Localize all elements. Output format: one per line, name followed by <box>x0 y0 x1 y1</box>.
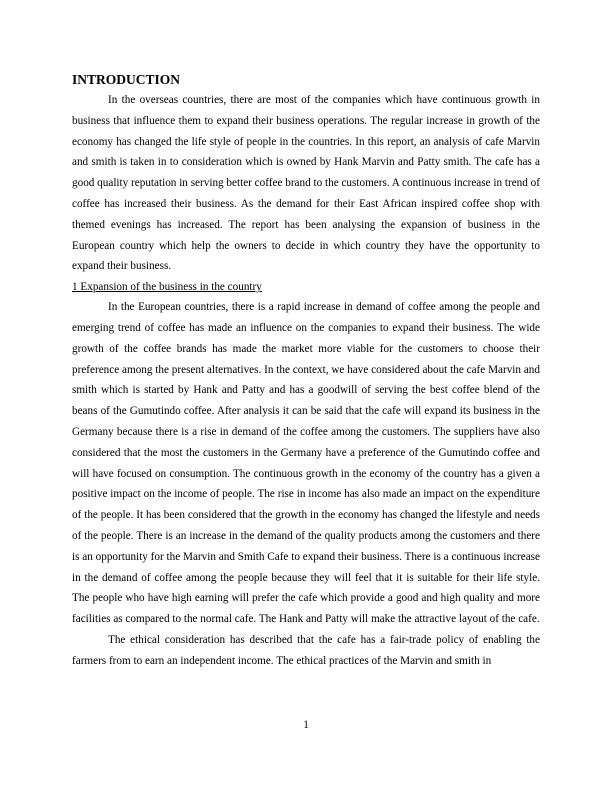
document-page <box>72 71 540 672</box>
section-paragraph: In the European countries, there is a rapid increase in demand of coffee among the people and emerging trend of coffee has made an influence on the companies to expand their business. The wide growth of the coffee brands has made the market more viable for the customers to choose their preference among the present alternatives. In the context, we have considered about the cafe Marvin and smith which is started by Hank and Patty and has a goodwill of serving the best coffee blend of the beans of the Gumutindo coffee. After analysis it can be said that the cafe will expand its business in the Germany because there is a rise in demand of the coffee among the customers. The suppliers have also considered that the most the customers in the Germany have a preference of the Gumutindo coffee and will have focused on consumption. The continuous growth in the economy of the country has a given a positive impact on the income of people. The rise in income has also made an impact on the expenditure of the people. It has been considered that the growth in the economy has changed the lifestyle and needs of the people. There is an increase in the demand of the quality products among the customers and there is an opportunity for the Marvin and Smith Cafe to expand their business. There is a continuous increase in the demand of coffee among the people because they will feel that it is suitable for their life style. The people who have high earning will prefer the cafe which provide a good and high quality and more facilities as compared to the normal cafe. The Hank and Patty will make the attractive layout of the cafe. <box>72 301 540 626</box>
section-heading: 1 Expansion of the business in the country <box>72 281 262 294</box>
page-number: 1 <box>303 719 309 731</box>
page-title: INTRODUCTION <box>72 72 181 87</box>
intro-paragraph: In the overseas countries, there are most of the companies which have continuous growth in business that influence them to expand their business operations. The regular increase in growth of the economy has changed the life style of people in the countries. In this report, an analysis of cafe Marvin and smith is taken in to consideration which is owned by Hank Marvin and Patty smith. The cafe has a good quality reputation in serving better coffee brand to the customers. A continuous increase in trend of coffee has increased their business. As the demand for their East African inspired coffee shop with themed evenings has increased. The report has been analysing the expansion of business in the European country which help the owners to decide in which country they have the opportunity to expand their business. <box>72 94 540 273</box>
section-paragraph-continued: The ethical consideration has described that the cafe has a fair-trade policy of enabling the farmers from to earn an independent income. The ethical practices of the Marvin and smith in <box>72 633 540 667</box>
